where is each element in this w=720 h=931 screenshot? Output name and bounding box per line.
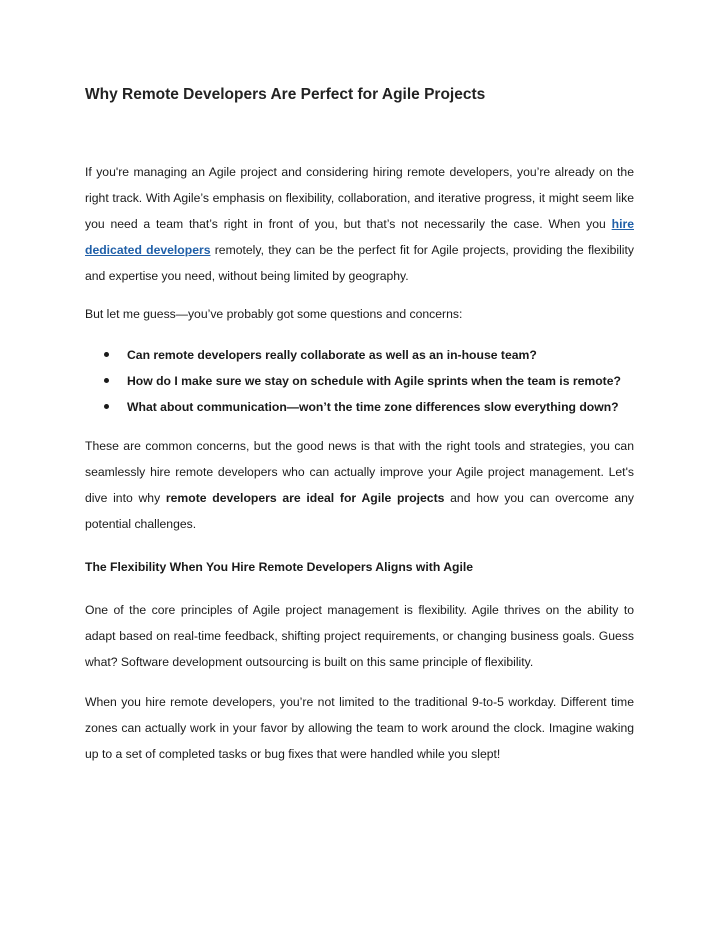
bullet-icon [104,404,109,409]
intro-text-before-link: If you're managing an Agile project and considering hiring remote developers, you’re already on the right track. With Agile’s emphasis on flexibility, collaboration, and iterative progress, it might seem like you need a team that’s right in front of you, but that’s not necessarily the case. When you [85,165,634,231]
hire-dedicated-developers-link[interactable]: hire dedicated developers [85,217,634,257]
concerns-paragraph [85,433,634,537]
list-item [85,368,634,394]
flexibility-paragraph-2: When you hire remote developers, you’re not limited to the traditional 9-to-5 workday. Different time zones can actually work in your favor by allowing the team to work around the clock. Imagine waking up to a set of completed tasks or bug fixes that were handled while you slept! [85,695,634,761]
concerns-list [85,342,634,420]
list-item [85,394,634,420]
concerns-text-before-bold: These are common concerns, but the good news is that with the right tools and strategies, you can seamlessly hire remote developers who can actually improve your Agile project management. Let's dive into why [85,439,634,505]
list-item [85,342,634,368]
questions-intro-paragraph: But let me guess—you’ve probably got some questions and concerns: [85,307,463,321]
intro-text-after-link: remotely, they can be the perfect fit for Agile projects, providing the flexibility and expertise you need, without being limited by geography. [85,243,634,283]
bullet-icon [104,378,109,383]
list-item-text: How do I make sure we stay on schedule with Agile sprints when the team is remote? [127,374,621,388]
intro-paragraph [85,159,634,289]
concerns-text-after-bold: and how you can overcome any potential challenges. [85,491,634,531]
concerns-bold-phrase: remote developers are ideal for Agile projects [165,491,445,505]
page-title: Why Remote Developers Are Perfect for Agile Projects [85,86,486,103]
bullet-icon [104,352,109,357]
flexibility-paragraph-1: One of the core principles of Agile project management is flexibility. Agile thrives on the ability to adapt based on real-time feedback, shifting project requirements, or changing business goals. Guess what? Software development outsourcing is built on this same principle of flexibility. [85,603,634,669]
list-item-text: What about communication—won’t the time zone differences slow everything down? [127,400,619,414]
list-item-text: Can remote developers really collaborate as well as an in-house team? [127,348,537,362]
section-heading: The Flexibility When You Hire Remote Developers Aligns with Agile [85,560,474,574]
